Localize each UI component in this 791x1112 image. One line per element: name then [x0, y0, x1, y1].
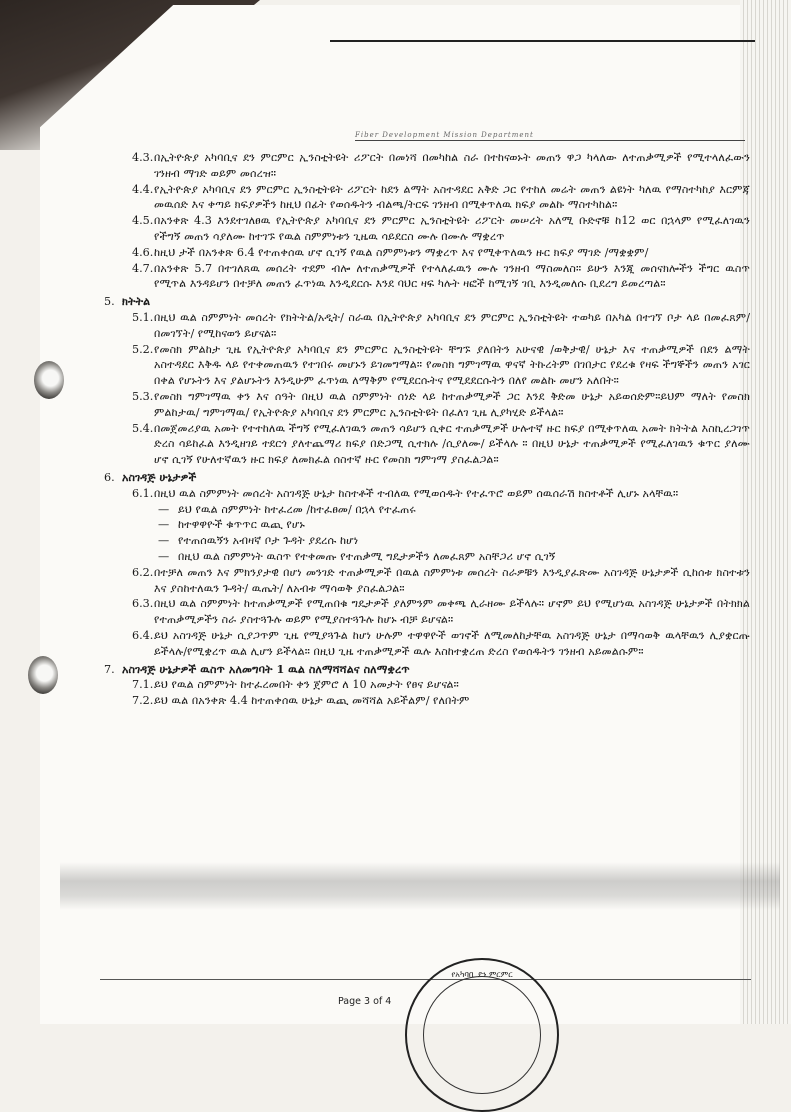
clause-number: 4.4. [132, 182, 154, 196]
clause-number: 5. [104, 295, 115, 309]
section-heading [100, 294, 750, 310]
clause-text: የመስክ ምልከታ ጊዜ የኢትዮጵያ አካባቢና ደን ምርምር ኢንስቲትዩት ቸግኙ ያለበትን አሁናዊ /ወቅታዊ/ ሁኔታ እና ተጠቃሚዎች በደን ልማት አስተዳደር እቅዱ ላይ የተቀመጠዉን የተገበሩ መሆኑን ይገመግማል። የመስክ ግምገማዉ ዋናኛ ትኩረትም በገበታር የደረቁ የዛፍ ችግኞችን መጠን አገር በቀል የሆኑትን እና ያልሆኑትን እንዲሁም ፈጥነዉ ለማቅም የሚደርሱትና የሚደደርሱትን በለየ መልኩ መሆን አለበት። [154, 342, 750, 388]
clause [100, 565, 750, 597]
clause-text: ክትትል [122, 294, 151, 309]
document-body [100, 150, 750, 709]
clause-text: የመስክ ግምገማዉ ቀን እና ሰዓት በዚህ ዉል ስምምነት ሰነድ ላይ ከተጠቃሚዎች ጋር እንደ ቅድመ ሁኔታ አይወሰድም።ይህም ማለት የመስክ ምልከታዉ/ ግምገማዉ/ የኢትዮጵያ አካባቢና ደን ምርምር ኢንስቲትዩት በፈለገ ጊዜ ሊያካሂድ ይችላል። [154, 389, 750, 419]
clause-text: በዚህ ዉል ስምምነት ከተጠቃሚዎች የሚጠበቁ ግዴታዎች ያለምንም መቀጫ ሊራዘሙ ይችላሉ። ሆኖም ይህ የሚሆነዉ አስገዳጅ ሁኔታዎች በትክክል የተጠቃሚዎችን ስራ ያስተጓጉሉ ወይም የሚያስተጓጉሉ ከሆኑ ብቻ ይሆናል። [154, 597, 750, 627]
clause-text: ይህ ዉል በአንቀጽ 4.4 ከተጠቀሰዉ ሁኔታ ዉጪ መሻሻል አይችልም/ የለበትም [154, 694, 470, 708]
clause-text: ይህ የዉል ስምምነት ከተፈረመበት ቀን ጀምሮ ለ 10 አመታት የፀና ይሆናል። [154, 678, 459, 692]
punch-hole-upper [34, 361, 64, 399]
clause-number: 5.2. [132, 342, 154, 356]
clause [100, 261, 750, 293]
clause-text: የኢትዮጵያ አካባቢና ደን ምርምር ኢንስቲትዩት ሪፖርት ከደን ልማት አስተዳደር አቅድ ጋር የተከለ መሬት መጠን ልዩነት ካለዉ የማስተካከያ እርምጃ መዉሰድ እና ቀጣይ ክፍያዎችን ከዚህ በፊት የወሰዱትን ብልጫ/ትርፍ ገንዘብ በሚቀጥለዉ ክፍያ መልኩ ማስተካከል። [154, 182, 750, 212]
clause-text: አስገዳጅ ሁኔታዎች [122, 469, 197, 484]
clause [100, 213, 750, 245]
clause-number: 6.4. [132, 628, 154, 642]
clause-text: በዚህ ዉል ስምምነት ዉስጥ የተቀመጡ የተጠቃሚ ግዴታዎችን ለመፈጸም አስቸጋሪ ሆኖ ሲገኝ [178, 549, 556, 563]
clause-text: በአንቀጽ 4.3 እንደተገለፀዉ የኢትዮጵያ አካባቢና ደን ምርምር ኢንስቲትዩት ሪፖርት መሠረት አለሚ ቡድኖቹ ከ12 ወር በኋላም የሚፈለገዉን የችግኝ መጠን ሳያለሙ ከተገኙ የዉል ስምምነቱን ጊዜዉ ሳይደርስ ሙሉ በሙሉ ማቋረጥ [154, 214, 750, 243]
clause-number: 5.4. [132, 421, 154, 435]
bullet-dash: — [158, 518, 170, 532]
clause-text: የተጠሰዉኝን አብዛኛ ቦታ ጉዳት ያደረሱ ከሆነ [178, 534, 359, 548]
bullet-item [100, 517, 750, 533]
clause-number: 4.5. [132, 214, 154, 228]
clause-number: 4.6. [132, 245, 154, 259]
clause-number: 4.7. [132, 261, 154, 275]
clause-number: 6. [104, 470, 115, 484]
clause-number: 6.3. [132, 597, 154, 611]
clause-text: በዚህ ዉል ስምምነት መሰረት አስገዳጅ ሁኔታ ከስተቶች ተብለዉ የሚወሰዱት የተፈጥሮ ወይም ሰዉሰራሽ ክስተቶች ሊሆኑ አላቸዉ። [154, 486, 679, 500]
official-seal [405, 958, 559, 1112]
clause [100, 628, 750, 660]
clause-number: 5.3. [132, 389, 154, 403]
clause-number: 7.1. [132, 678, 154, 692]
bullet-dash: — [158, 502, 170, 516]
clause-text: ይህ የዉል ስምምነት ከተፈረመ /ከተፈፀመ/ በኋላ የተፈጠሩ [178, 502, 416, 516]
bullet-dash: — [158, 549, 170, 563]
clause-number: 7.2. [132, 694, 154, 708]
clause [100, 421, 750, 468]
punch-hole-lower [28, 656, 58, 694]
clause [100, 310, 750, 342]
clause-text: ከተዋዋዮች ቁጥጥር ዉጪ የሆኑ [178, 518, 305, 532]
top-rule [330, 40, 755, 42]
clause-text: በመጀመሪያዉ አመት የተተከለዉ ችግኝ የሚፈለገዉን መጠን ሳይሆን ሲቀር ተጠቃሚዎች ሁሉተኛ ዙር ክፍያ በሚቀጥለዉ አመት ክትትል እስኪረጋገጥ ድረስ ሳይከፈል እንዲዘገይ ተደርጎ ያለተጨማሪ ክፍያ በድጋሚ ሲተክሉ /ሲያለሙ/ ይችላሉ ። በዚህ ሁኔታ ተጠቃሚዎች የሚፈለገዉን ቁጥር ያለሙ ሆኖ ሲገኝ የሁለተኛዉን ዙር ክፍያ ለመክፈል ሰስተኛ ዙር የመስክ ግምገማ ያስፈልጋል። [154, 421, 750, 467]
page-number: Page 3 of 4 [338, 996, 392, 1007]
scan-smudge [60, 862, 780, 910]
clause-text: ከዚህ ታች በአንቀጽ 6.4 የተጠቀሰዉ ሆኖ ሲገኝ የዉል ስምምነቱን ማቋረጥ እና የሚቀጥለዉን ዙር ክፍያ ማገድ /ማቋቋም/ [154, 245, 649, 259]
section-heading [100, 470, 750, 486]
clause [100, 677, 750, 693]
clause-number: 6.2. [132, 565, 154, 579]
clause-text: አስገዳጅ ሁኔታዎች ዉስጥ አለመግባት 1 ዉል ስለማሻሻልና ስለማቋረጥ [122, 661, 410, 676]
bullet-item [100, 502, 750, 518]
clause-number: 5.1. [132, 310, 154, 324]
seal-text: የአካባቢ ደን ምርምር [451, 970, 513, 979]
clause [100, 486, 750, 502]
clause [100, 245, 750, 261]
bullet-dash: — [158, 534, 170, 548]
clause [100, 182, 750, 214]
clause-number: 4.3. [132, 151, 154, 164]
clause-text: በኢትዮጵያ አካባቢና ደን ምርምር ኢንስቲትዩት ሪፖርት በመነሻ በመካከል ስራ በተከናወኑት መጠን ዋጋ ካላለው ለተጠቃሚዎች የሚተላለፈውን ገንዘብ ማገድ ወይም መሰረዝ። [154, 151, 750, 180]
clause [100, 389, 750, 421]
bullet-item [100, 549, 750, 565]
clause-text: በአንቀጽ 5.7 በተገለጸዉ መሰረት ተደም ብሎ ለተጠቃሚዎች የተላለፈዉን ሙሉ ገንዘብ ማስመለስ። ይሁን እንጂ መሰናክሎችን ችግር ዉስጥ የሚጥል እንዳይሆን በተቻለ መጠን ፈጥነዉ እንዲደርሱ እንደ ባህር ዛፍ ካሉት ዛፎች ከሚገኝ ገቢ እንዲመለሱ ቢደረግ ይመረጣል። [154, 261, 750, 291]
section-heading [100, 662, 750, 678]
header-strip: Fiber Development Mission Department [355, 131, 745, 141]
clause-text: ይህ አስገዳጅ ሁኔታ ሲያጋጥም ጊዜ የሚያጓጉል ከሆነ ሁሉም ተዋዋዮች ወገኖች ለሚመለከታቸዉ አስገዳጅ ሁኔታ በማሳወቅ ዉላቸዉን ሊያቋርጡ ይችላሉ/የሚቋረጥ ዉል ሊሆን ይችላል። በዚህ ጊዜ ተጠቃሚዎች ዉሉ እስከተቋረጠ ድረስ የወሰዱትን ገንዘብ አይመልሱም። [154, 628, 750, 658]
clause-number: 7. [104, 662, 115, 676]
clause [100, 596, 750, 628]
clause-text: በዚህ ዉል ስምምነት መሰረት የክትትል/አዲት/ ስራዉ በኢትዮጵያ አካባቢና ደን ምርምር ኢንስቲትዩት ተወካይ በአካል በተገኘ ቦታ ላይ በመፈጸም/ በመገኘት/ የሚከናወን ይሆናል። [154, 310, 750, 340]
clause-text: በተቻለ መጠን እና ምክንያታዊ በሆነ መንገድ ተጠቃሚዎች በዉል ስምምነቱ መሰረት ስራዎቹን እንዲያፈጽሙ አስገዳጅ ሁኔታዎች ሲከሰቱ ክስተቱን እና ያስከተለዉን ጉዳት/ ዉጤት/ ለአብቱ ማሳወቅ ያስፈልጋል። [154, 565, 750, 595]
clause-number: 6.1. [132, 486, 154, 500]
clause [100, 693, 750, 709]
bullet-item [100, 533, 750, 549]
clause [100, 150, 750, 182]
clause [100, 342, 750, 389]
